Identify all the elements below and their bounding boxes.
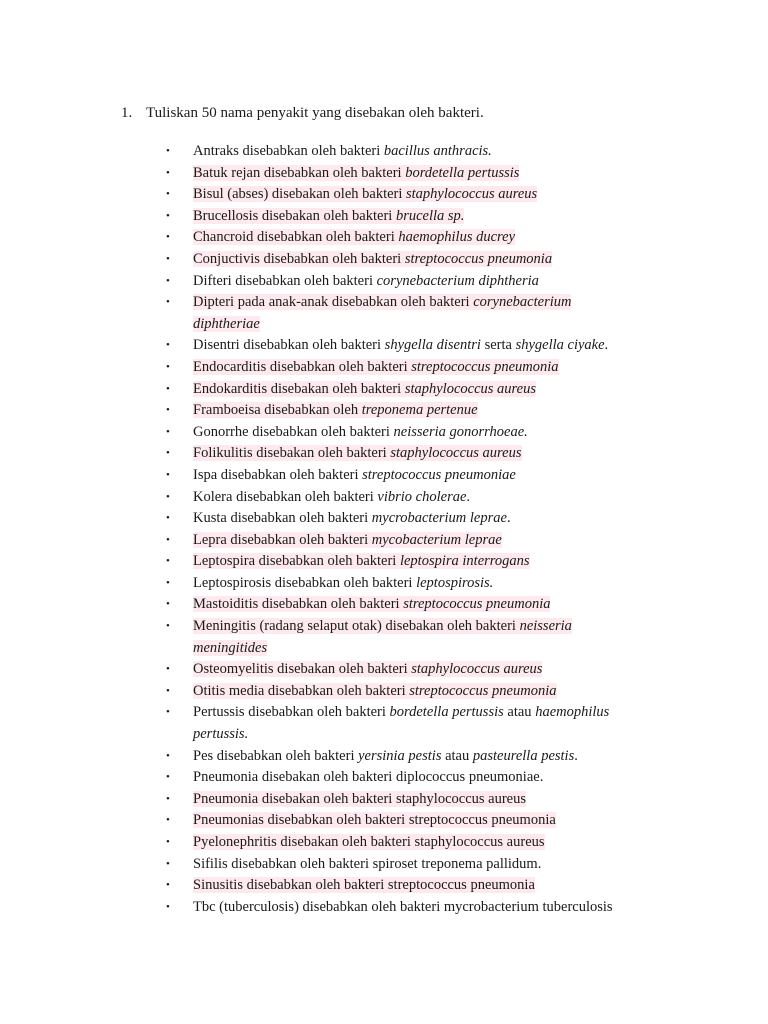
bullet-icon: • xyxy=(166,771,170,784)
text-segment: Leptospirosis disebabkan oleh bakteri xyxy=(193,574,417,591)
bullet-icon: • xyxy=(166,792,170,805)
bullet-icon: • xyxy=(166,836,170,848)
list-item-text xyxy=(193,704,609,720)
list-item-line xyxy=(193,854,768,876)
list-item-line xyxy=(193,357,768,379)
bullet-icon: • xyxy=(166,382,170,395)
bullet-icon: • xyxy=(166,663,170,676)
text-segment: Batuk rejan disebabkan oleh bakteri xyxy=(193,164,406,181)
disease-list xyxy=(0,141,768,918)
list-item-text xyxy=(193,229,515,245)
species-name: diphtheriae xyxy=(193,315,260,332)
list-item-text xyxy=(193,165,519,181)
list-item xyxy=(0,530,768,552)
species-name: bacillus anthracis. xyxy=(383,143,492,159)
text-segment: Pneumonia disebakan oleh bakteri diplococcus pneumoniae. xyxy=(193,769,544,786)
list-item xyxy=(0,789,768,811)
text-segment: Pneumonias disebabkan oleh bakteri streptococcus pneumonia xyxy=(193,812,556,829)
bullet-icon: • xyxy=(166,533,170,546)
list-item-line xyxy=(193,767,768,789)
text-segment: Kusta disebabkan oleh bakteri xyxy=(193,510,372,527)
text-segment: Sinusitis disebabkan oleh bakteri streptococcus pneumonia xyxy=(193,877,535,894)
list-item xyxy=(0,616,768,659)
list-item-text xyxy=(193,856,541,872)
list-item xyxy=(0,810,768,832)
species-name: treponema pertenue xyxy=(361,402,478,419)
list-item-text xyxy=(193,791,526,807)
list-item-text xyxy=(193,143,492,159)
list-item xyxy=(0,508,768,530)
list-item-line xyxy=(193,443,768,465)
species-name: bordetella pertussis xyxy=(405,164,520,181)
list-item-line xyxy=(193,400,768,422)
list-item-text xyxy=(193,402,478,418)
list-item-text xyxy=(193,726,248,742)
list-item xyxy=(0,184,768,206)
species-name: shygella disentri xyxy=(384,337,481,354)
list-item-line xyxy=(193,206,768,228)
list-item xyxy=(0,400,768,422)
species-name: vibrio cholerae xyxy=(377,488,467,505)
list-item-line xyxy=(193,681,768,703)
species-name: shygella ciyake xyxy=(515,337,605,354)
text-segment: Brucellosis disebakan oleh bakteri xyxy=(193,207,396,224)
bullet-icon: • xyxy=(166,404,170,417)
list-item xyxy=(0,335,768,357)
list-item-text xyxy=(193,812,556,828)
species-name: bordetella pertussis xyxy=(389,704,504,721)
list-item-line xyxy=(193,789,768,811)
list-item xyxy=(0,594,768,616)
list-item-line xyxy=(193,292,768,314)
list-item-text xyxy=(193,445,522,461)
text-segment: Osteomyelitis disebakan oleh bakteri xyxy=(193,661,412,678)
list-item-line xyxy=(193,897,768,919)
list-item xyxy=(0,832,768,854)
species-name: corynebacterium xyxy=(473,294,572,311)
list-item-text xyxy=(193,208,464,224)
text-segment: Mastoiditis disebabkan oleh bakteri xyxy=(193,596,404,613)
species-name: streptococcus pneumonia xyxy=(403,596,551,613)
question-text: Tuliskan 50 nama penyakit yang disebakan oleh bakteri. xyxy=(146,105,484,121)
list-item-line xyxy=(193,314,768,336)
text-segment: Otitis media disebabkan oleh bakteri xyxy=(193,682,410,699)
list-item xyxy=(0,487,768,509)
list-item-line xyxy=(193,638,768,660)
text-segment: Chancroid disebabkan oleh bakteri xyxy=(193,229,399,246)
text-segment: atau xyxy=(503,704,536,721)
list-item xyxy=(0,443,768,465)
list-item xyxy=(0,379,768,401)
species-name: meningitides xyxy=(193,639,268,656)
text-segment: Endocarditis disebabkan oleh bakteri xyxy=(193,358,412,375)
text-segment: Antraks disebabkan oleh bakteri xyxy=(193,143,384,159)
bullet-icon: • xyxy=(166,879,170,892)
bullet-icon: • xyxy=(166,620,170,633)
list-item-line xyxy=(193,335,768,357)
text-segment: Pyelonephritis disebakan oleh bakteri staphylococcus aureus xyxy=(193,834,545,850)
species-name: neisseria gonorrhoeae. xyxy=(393,423,528,440)
text-segment: Pneumonia disebakan oleh bakteri staphylococcus aureus xyxy=(193,790,526,807)
list-item xyxy=(0,249,768,271)
text-segment: Dipteri pada anak-anak disebabkan oleh bakteri xyxy=(193,294,474,311)
text-segment: . xyxy=(604,337,609,354)
species-name: mycobacterium leprae xyxy=(371,531,502,548)
list-item xyxy=(0,163,768,185)
text-segment: Bisul (abses) disebakan oleh bakteri xyxy=(193,186,407,203)
list-item xyxy=(0,746,768,768)
list-item-text xyxy=(193,618,572,634)
list-item-text xyxy=(193,575,493,591)
list-item xyxy=(0,357,768,379)
list-item-line xyxy=(193,508,768,530)
species-name: pertussis. xyxy=(193,726,249,743)
list-item-line xyxy=(193,227,768,249)
list-item-line xyxy=(193,659,768,681)
bullet-icon: • xyxy=(166,576,170,589)
list-item-text xyxy=(193,553,530,569)
text-segment: Lepra disebabkan oleh bakteri xyxy=(193,531,372,548)
text-segment: Pertussis disebabkan oleh bakteri xyxy=(193,704,390,721)
bullet-icon: • xyxy=(166,274,170,287)
bullet-icon: • xyxy=(166,447,170,460)
list-item xyxy=(0,681,768,703)
species-name: staphylococcus aureus xyxy=(390,445,522,462)
species-name: corynebacterium diphtheria xyxy=(376,272,539,289)
question-number: 1. xyxy=(121,105,133,121)
bullet-icon: • xyxy=(166,706,170,719)
list-item xyxy=(0,141,768,163)
list-item-line xyxy=(193,810,768,832)
list-item-line xyxy=(193,724,768,746)
question-heading xyxy=(121,103,484,123)
text-segment: Sifilis disebabkan oleh bakteri spiroset treponema pallidum. xyxy=(193,855,542,872)
list-item-line xyxy=(193,184,768,206)
list-item-line xyxy=(193,551,768,573)
bullet-icon: • xyxy=(166,684,170,697)
text-segment: Leptospira disebabkan oleh bakteri xyxy=(193,553,400,570)
list-item-text xyxy=(193,424,528,440)
text-segment: Endokarditis disebakan oleh bakteri xyxy=(193,380,405,397)
species-name: haemophilus ducrey xyxy=(398,229,516,246)
list-item-text xyxy=(193,489,470,505)
list-item xyxy=(0,465,768,487)
species-name: staphylococcus aureus xyxy=(406,186,538,203)
text-segment: Meningitis (radang selaput otak) disebakan oleh bakteri xyxy=(193,618,520,635)
list-item-line xyxy=(193,271,768,293)
bullet-icon: • xyxy=(166,209,170,222)
bullet-icon: • xyxy=(166,296,170,309)
list-item xyxy=(0,767,768,789)
bullet-icon: • xyxy=(166,900,170,913)
text-segment: Conjuctivis disebabkan oleh bakteri xyxy=(193,250,405,267)
list-item-line xyxy=(193,465,768,487)
text-segment: . xyxy=(574,747,578,764)
list-item xyxy=(0,292,768,335)
list-item-line xyxy=(193,875,768,897)
list-item xyxy=(0,227,768,249)
list-item-line xyxy=(193,702,768,724)
text-segment: Folikulitis disebakan oleh bakteri xyxy=(193,445,391,462)
bullet-icon: • xyxy=(166,814,170,827)
list-item-line xyxy=(193,594,768,616)
list-item-text xyxy=(193,661,542,677)
list-item-line xyxy=(193,573,768,595)
text-segment: Ispa disebabkan oleh bakteri xyxy=(193,466,363,483)
list-item xyxy=(0,422,768,444)
list-item-text xyxy=(193,596,550,612)
bullet-icon: • xyxy=(166,857,170,870)
list-item-line xyxy=(193,163,768,185)
list-item-text xyxy=(193,683,557,699)
list-item-text xyxy=(193,748,578,764)
species-name: streptococcus pneumonia xyxy=(409,682,557,699)
list-item-text xyxy=(193,640,267,656)
list-item-line xyxy=(193,616,768,638)
bullet-icon: • xyxy=(166,188,170,201)
text-segment: Difteri disebabkan oleh bakteri xyxy=(193,272,377,289)
list-item xyxy=(0,875,768,897)
list-item xyxy=(0,206,768,228)
bullet-icon: • xyxy=(166,252,170,265)
bullet-icon: • xyxy=(166,490,170,503)
species-name: streptococcus pneumonia xyxy=(411,358,559,375)
species-name: leptospirosis. xyxy=(416,574,494,591)
list-item-text xyxy=(193,834,545,850)
list-item-line xyxy=(193,422,768,444)
species-name: staphylococcus aureus xyxy=(404,380,536,397)
list-item xyxy=(0,551,768,573)
bullet-icon: • xyxy=(166,598,170,611)
text-segment: . xyxy=(466,488,471,505)
list-item-text xyxy=(193,877,535,893)
text-segment: Tbc (tuberculosis) disebabkan oleh bakteri mycrobacterium tuberculosis xyxy=(193,898,613,915)
bullet-icon: • xyxy=(166,425,170,438)
species-name: staphylococcus aureus xyxy=(411,661,543,678)
list-item-text xyxy=(193,769,543,785)
list-item-text xyxy=(193,251,552,267)
species-name: neisseria xyxy=(519,618,572,635)
bullet-icon: • xyxy=(166,749,170,762)
species-name: mycrobacterium leprae xyxy=(371,510,507,527)
list-item-text xyxy=(193,337,608,353)
bullet-icon: • xyxy=(166,512,170,525)
species-name: streptococcus pneumonia xyxy=(404,250,553,267)
list-item xyxy=(0,573,768,595)
species-name: streptococcus pneumoniae xyxy=(362,466,516,483)
list-item-line xyxy=(193,746,768,768)
list-item-text xyxy=(193,186,537,202)
list-item xyxy=(0,271,768,293)
list-item-text xyxy=(193,510,511,526)
list-item xyxy=(0,854,768,876)
text-segment: . xyxy=(506,510,511,527)
list-item-line xyxy=(193,487,768,509)
list-item-text xyxy=(193,294,571,310)
bullet-icon: • xyxy=(166,555,170,568)
list-item-line xyxy=(193,249,768,271)
bullet-icon: • xyxy=(166,360,170,373)
bullet-icon: • xyxy=(166,145,170,157)
species-name: pasteurella pestis xyxy=(472,747,575,764)
list-item-line xyxy=(193,530,768,552)
list-item-text xyxy=(193,899,613,915)
list-item xyxy=(0,897,768,919)
list-item-text xyxy=(193,532,502,548)
species-name: haemophilus xyxy=(535,704,610,721)
text-segment: Gonorrhe disebabkan oleh bakteri xyxy=(193,423,394,440)
text-segment: Disentri disebabkan oleh bakteri xyxy=(193,337,385,354)
list-item-text xyxy=(193,273,539,289)
list-item-line xyxy=(193,141,768,163)
list-item xyxy=(0,659,768,681)
bullet-icon: • xyxy=(166,166,170,179)
list-item-text xyxy=(193,359,559,375)
list-item-line xyxy=(193,379,768,401)
list-item-line xyxy=(193,832,768,854)
bullet-icon: • xyxy=(166,339,170,352)
list-item-text xyxy=(193,467,516,483)
list-item xyxy=(0,702,768,745)
species-name: leptospira interrogans xyxy=(399,553,530,570)
species-name: brucella sp. xyxy=(395,207,465,224)
list-item-text xyxy=(193,316,260,332)
bullet-icon: • xyxy=(166,468,170,481)
text-segment: serta xyxy=(480,337,516,354)
text-segment: atau xyxy=(441,747,473,764)
species-name: yersinia pestis xyxy=(358,747,442,764)
text-segment: Pes disebabkan oleh bakteri xyxy=(193,747,359,764)
list-item-text xyxy=(193,381,536,397)
text-segment: Framboeisa disebabkan oleh xyxy=(193,402,362,419)
text-segment: Kolera disebabkan oleh bakteri xyxy=(193,488,378,505)
bullet-icon: • xyxy=(166,231,170,244)
